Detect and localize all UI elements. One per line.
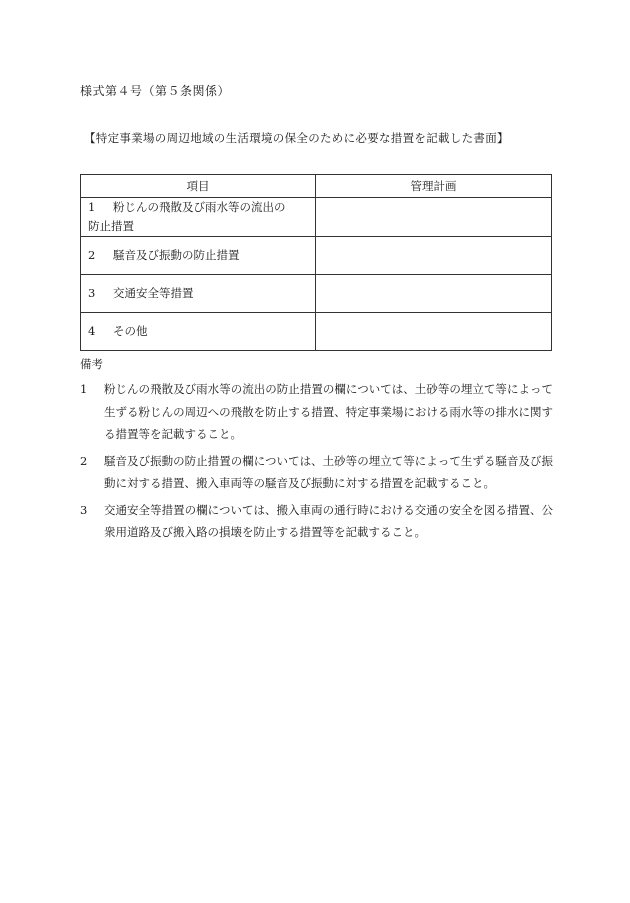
item-label: 騒音及び振動の防止措置 — [113, 248, 240, 262]
notes-list — [80, 378, 553, 548]
plan-cell[interactable] — [316, 198, 552, 237]
table-header-row — [81, 175, 552, 198]
document-title: 【特定事業場の周辺地域の生活環境の保全のために必要な措置を記載した書面】 — [84, 131, 509, 145]
note-number: 2 — [80, 453, 88, 468]
table-row — [81, 275, 552, 313]
note-text: 交通安全等措置の欄については、搬入車両の通行時における交通の安全を図る措置、公衆用道路及び搬入路の損壊を防止する措置等を記載すること。 — [104, 502, 553, 539]
column-header-item: 項目 — [81, 175, 316, 198]
note-number: 1 — [80, 382, 88, 396]
table-row — [81, 313, 552, 351]
item-number: 4 — [88, 324, 96, 338]
management-plan-table — [80, 174, 552, 351]
item-cell — [81, 237, 316, 275]
note-number: 3 — [80, 502, 88, 517]
item-number: 2 — [88, 248, 96, 262]
item-label: その他 — [113, 324, 148, 338]
note-item — [80, 378, 553, 446]
note-text: 騒音及び振動の防止措置の欄については、土砂等の埋立て等によって生ずる騒音及び振動に対する措置、搬入車両等の騒音及び振動に対する措置を記載すること。 — [104, 453, 553, 490]
plan-cell[interactable] — [316, 313, 552, 351]
note-item — [80, 499, 553, 544]
plan-cell[interactable] — [316, 275, 552, 313]
item-number: 1 — [88, 200, 96, 214]
item-label-continued: 防止措置 — [88, 219, 134, 233]
note-item — [80, 450, 553, 495]
note-text: 粉じんの飛散及び雨水等の流出の防止措置の欄については、土砂等の埋立て等によって生ずる粉じんの周辺への飛散を防止する措置、特定事業場における雨水等の排水に関する措置等を記載すること。 — [104, 382, 553, 441]
item-label: 粉じんの飛散及び雨水等の流出の — [113, 200, 286, 214]
notes-heading: 備考 — [80, 357, 103, 371]
item-cell — [81, 198, 316, 237]
item-number: 3 — [88, 286, 96, 300]
table-row — [81, 237, 552, 275]
plan-cell[interactable] — [316, 237, 552, 275]
item-cell — [81, 275, 316, 313]
form-number: 様式第４号（第５条関係） — [80, 84, 231, 98]
table-row — [81, 198, 552, 237]
item-label: 交通安全等措置 — [113, 286, 194, 300]
column-header-plan: 管理計画 — [316, 175, 552, 198]
item-cell — [81, 313, 316, 351]
